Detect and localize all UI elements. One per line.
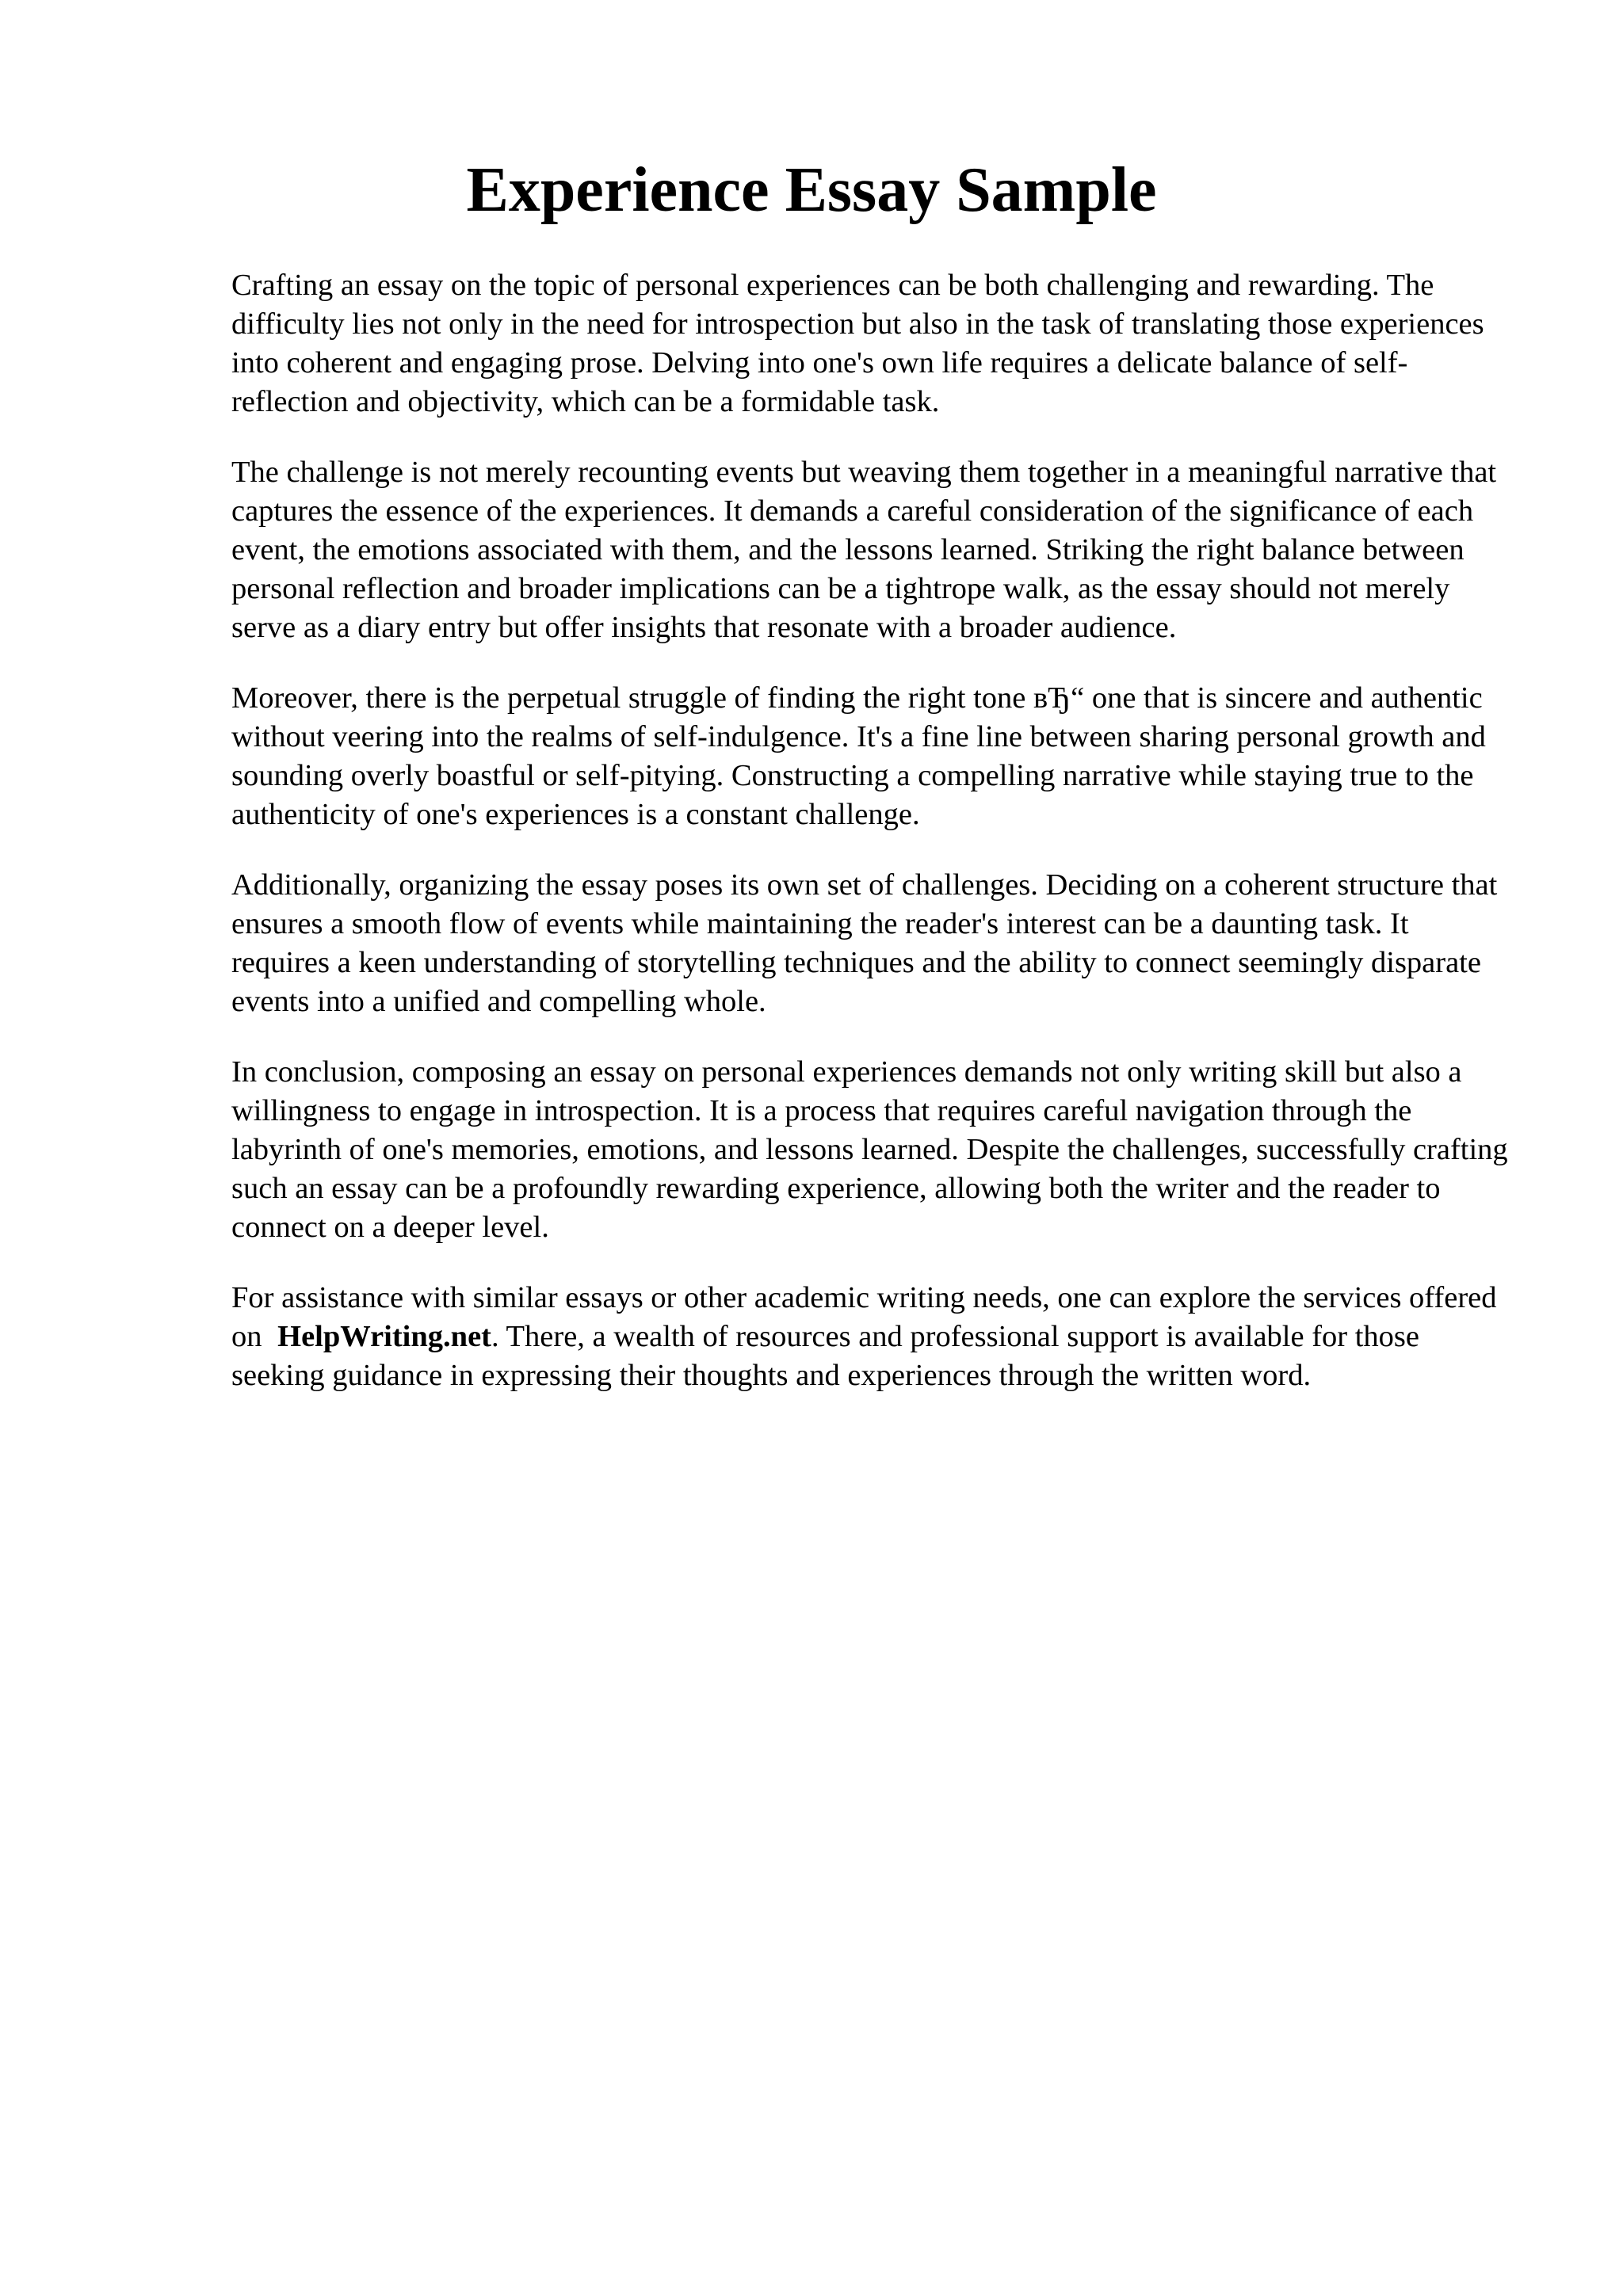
document-body	[231, 266, 1511, 1427]
paragraph-4: Additionally, organizing the essay poses its own set of challenges. Deciding on a coherent structure that ensures a smooth flow of events while maintaining the reader's interest can be a daunting task. It requires a keen understanding of storytelling techniques and the ability to connect seemingly disparate events into a unified and compelling whole.	[231, 868, 1498, 1018]
paragraph-3: Moreover, there is the perpetual struggle of finding the right tone вЂ“ one that is sincere and authentic without veering into the realms of self-indulgence. It's a fine line between sharing personal growth and sounding overly boastful or self-pitying. Constructing a compelling narrative while staying true to the authenticity of one's experiences is a constant challenge.	[231, 681, 1486, 831]
paragraph-1: Crafting an essay on the topic of personal experiences can be both challenging and rewarding. The difficulty lies not only in the need for introspection but also in the task of translating those experiences into coherent and engaging prose. Delving into one's own life requires a delicate balance of self-reflection and objectivity, which can be a formidable task.	[231, 269, 1484, 418]
document-title: Experience Essay Sample	[466, 155, 1157, 225]
paragraph-6-before-link: For assistance with similar essays or other academic writing needs, one can explore the services offered on	[231, 1281, 1497, 1353]
helpwriting-link[interactable]: HelpWriting.net	[277, 1320, 491, 1353]
paragraph-2: The challenge is not merely recounting events but weaving them together in a meaningful narrative that captures the essence of the experiences. It demands a careful consideration of the significance of each event, the emotions associated with them, and the lessons learned. Striking the right balance between personal reflection and broader implications can be a tightrope walk, as the essay should not merely serve as a diary entry but offer insights that resonate with a broader audience.	[231, 456, 1497, 644]
paragraph-5: In conclusion, composing an essay on personal experiences demands not only writing skill but also a willingness to engage in introspection. It is a process that requires careful navigation through the labyrinth of one's memories, emotions, and lessons learned. Despite the challenges, successfully crafting such an essay can be a profoundly rewarding experience, allowing both the writer and the reader to connect on a deeper level.	[231, 1055, 1508, 1244]
paragraph-6-after-link: . There, a wealth of resources and professional support is available for those seeking guidance in expressing their thoughts and experiences through the written word.	[231, 1320, 1420, 1392]
paragraph-6	[231, 1279, 1511, 1395]
